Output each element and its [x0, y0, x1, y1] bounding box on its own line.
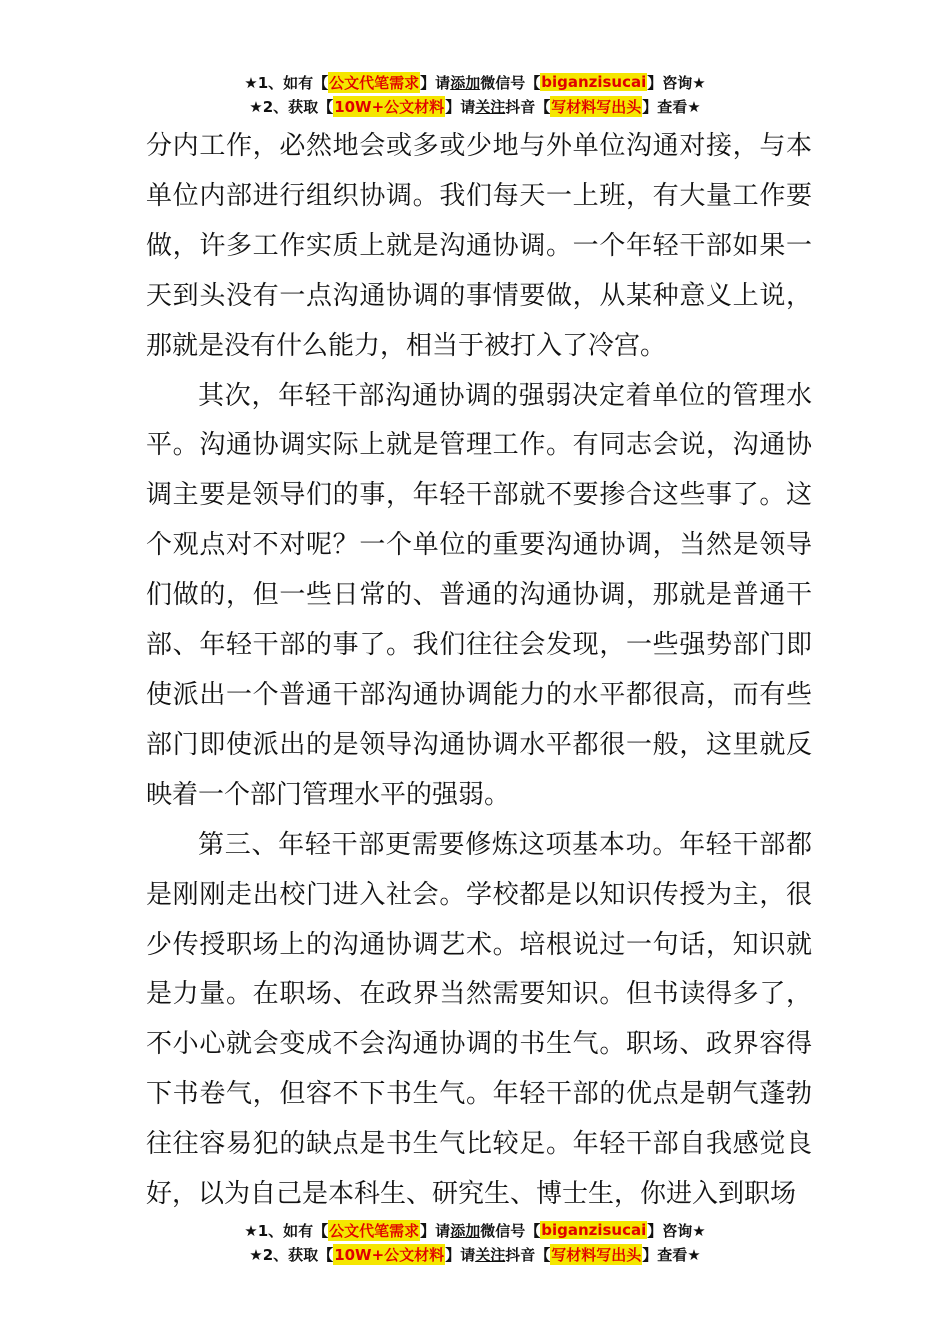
- paragraph: 其次，年轻干部沟通协调的强弱决定着单位的管理水平。沟通协调实际上就是管理工作。有同志会说，沟通协调主要是领导们的事，年轻干部就不要掺合这些事了。这个观点对不对呢？一个单位的重要沟通协调，当然是领导们做的，但一些日常的、普通的沟通协调，那就是普通干部、年轻干部的事了。我们往往会发现，一些强势部门即使派出一个普通干部沟通协调能力的水平都很高，而有些部门即使派出的是领导沟通协调水平都很一般，这里就反映着一个部门管理水平的强弱。: [146, 380, 812, 810]
- banner-text: 】请: [445, 1245, 476, 1264]
- banner-text: 抖音【: [505, 97, 551, 116]
- banner-text: ★1、如有【: [244, 73, 329, 92]
- underlined-text: 添加: [450, 73, 481, 92]
- highlight-service: 公文代笔需求: [329, 1221, 420, 1240]
- banner-line-2: [0, 1242, 950, 1266]
- banner-line-1: [0, 70, 950, 94]
- banner-text: ★2、获取【: [249, 1245, 334, 1264]
- paragraph: 分内工作，必然地会或多或少地与外单位沟通对接，与本单位内部进行组织协调。我们每天一上班，有大量工作要做，许多工作实质上就是沟通协调。一个年轻干部如果一天到头没有一点沟通协调的事情要做，从某种意义上说，那就是没有什么能力，相当于被打入了冷宫。: [146, 131, 812, 361]
- banner-text: 】咨询★: [647, 1221, 706, 1240]
- underlined-text: 添加: [450, 1221, 481, 1240]
- highlight-service: 公文代笔需求: [329, 73, 420, 92]
- banner-text: 】请: [420, 73, 451, 92]
- banner-line-2: [0, 94, 950, 118]
- highlight-douyin-account: 写材料写出头: [551, 97, 642, 116]
- banner-text: ★2、获取【: [249, 97, 334, 116]
- paragraph: 第三、年轻干部更需要修炼这项基本功。年轻干部都是刚刚走出校门进入社会。学校都是以知识传授为主，很少传授职场上的沟通协调艺术。培根说过一句话，知识就是力量。在职场、在政界当然需要知识。但书读得多了，不小心就会变成不会沟通协调的书生气。职场、政界容得下书卷气，但容不下书生气。年轻干部的优点是朝气蓬勃往往容易犯的缺点是书生气比较足。年轻干部自我感觉良好，以为自己是本科生、研究生、博士生，你进入到职场: [146, 829, 812, 1210]
- document-body: [146, 122, 812, 1220]
- footer-banner: [0, 1218, 950, 1266]
- header-banner: [0, 70, 950, 118]
- banner-text: 微信号【: [480, 73, 541, 92]
- banner-text: ★1、如有【: [244, 1221, 329, 1240]
- banner-text: 】咨询★: [647, 73, 706, 92]
- banner-text: 】查看★: [642, 97, 701, 116]
- banner-text: 】请: [420, 1221, 451, 1240]
- underlined-text: 关注: [475, 1245, 506, 1264]
- highlight-wechat-id: biganzisucai: [541, 73, 647, 91]
- underlined-text: 关注: [475, 97, 506, 116]
- banner-text: 】请: [445, 97, 476, 116]
- banner-text: 抖音【: [505, 1245, 551, 1264]
- banner-line-1: [0, 1218, 950, 1242]
- highlight-materials: 10W+公文材料: [334, 1245, 445, 1264]
- highlight-wechat-id: biganzisucai: [541, 1221, 647, 1239]
- highlight-materials: 10W+公文材料: [334, 97, 445, 116]
- banner-text: 微信号【: [480, 1221, 541, 1240]
- highlight-douyin-account: 写材料写出头: [551, 1245, 642, 1264]
- banner-text: 】查看★: [642, 1245, 701, 1264]
